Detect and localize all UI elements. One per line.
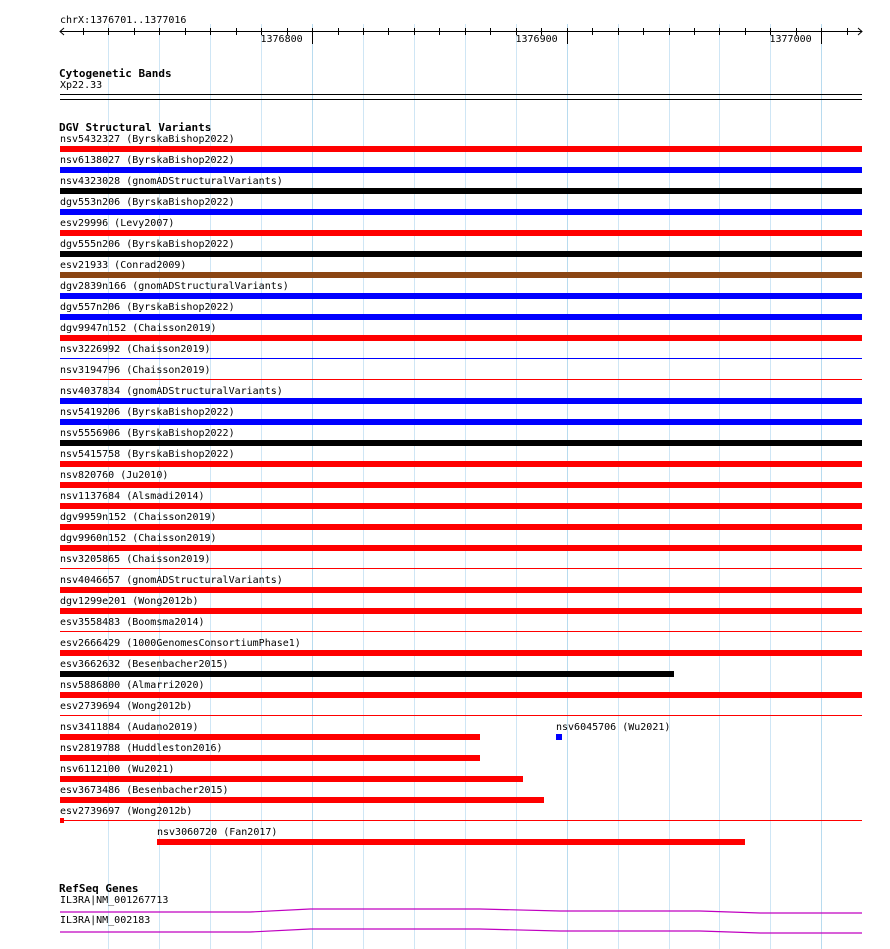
variant-bar[interactable] (60, 440, 862, 446)
variant-label[interactable]: nsv6138027 (ByrskaBishop2022) (60, 155, 235, 166)
variant-label[interactable]: nsv5432327 (ByrskaBishop2022) (60, 134, 235, 145)
variant-bar[interactable] (60, 692, 862, 698)
variant-label[interactable]: dgv555n206 (ByrskaBishop2022) (60, 239, 235, 250)
cytoband-bottom-line (60, 99, 862, 100)
gene-label[interactable]: IL3RA|NM_002183 (60, 915, 151, 926)
gene-label[interactable]: IL3RA|NM_001267713 (60, 895, 169, 906)
variant-label[interactable]: nsv4037834 (gnomADStructuralVariants) (60, 386, 283, 397)
variant-bar[interactable] (60, 209, 862, 215)
cytoband-label[interactable]: Xp22.33 (60, 80, 103, 91)
variant-label[interactable]: nsv3194796 (Chaisson2019) (60, 365, 211, 376)
variant-bar[interactable] (60, 358, 862, 359)
variant-label[interactable]: dgv9947n152 (Chaisson2019) (60, 323, 217, 334)
variant-label[interactable]: nsv4323028 (gnomADStructuralVariants) (60, 176, 283, 187)
variant-label[interactable]: dgv9959n152 (Chaisson2019) (60, 512, 217, 523)
variant-bar[interactable] (60, 188, 862, 194)
variant-bar[interactable] (60, 146, 862, 152)
variant-bar[interactable] (60, 776, 523, 782)
ruler-tick-label: 1376800 (260, 34, 303, 45)
variant-bar[interactable] (60, 398, 862, 404)
variant-label[interactable]: nsv3411884 (Audano2019) (60, 722, 199, 733)
cytoband-top-line (60, 94, 862, 95)
variant-bar[interactable] (60, 755, 480, 761)
variant-bar[interactable] (60, 650, 862, 656)
variant-bar[interactable] (60, 631, 862, 632)
variant-bar[interactable] (60, 797, 544, 803)
variant-bar[interactable] (60, 272, 862, 278)
variant-bar[interactable] (60, 503, 862, 509)
variant-label[interactable]: nsv5419206 (ByrskaBishop2022) (60, 407, 235, 418)
variant-bar[interactable] (60, 335, 862, 341)
variant-label[interactable]: nsv3060720 (Fan2017) (157, 827, 278, 838)
gene-intron-line (60, 929, 862, 933)
variant-label[interactable]: nsv5556906 (ByrskaBishop2022) (60, 428, 235, 439)
variant-bar[interactable] (60, 251, 862, 257)
variant-label[interactable]: esv3558483 (Boomsma2014) (60, 617, 205, 628)
variant-bar[interactable] (60, 293, 862, 299)
ruler-location: chrX:1376701..1377016 (60, 15, 187, 26)
variant-bar[interactable] (60, 379, 862, 380)
variant-label[interactable]: esv2739697 (Wong2012b) (60, 806, 193, 817)
variant-bar[interactable] (60, 568, 862, 569)
variant-label[interactable]: nsv2819788 (Huddleston2016) (60, 743, 223, 754)
variant-label[interactable]: dgv1299e201 (Wong2012b) (60, 596, 199, 607)
variant-bar[interactable] (157, 839, 745, 845)
variant-bar[interactable] (60, 482, 862, 488)
variant-label[interactable]: nsv4046657 (gnomADStructuralVariants) (60, 575, 283, 586)
ruler-tick-label: 1377000 (769, 34, 812, 45)
variant-bar[interactable] (60, 524, 862, 530)
variant-label[interactable]: nsv1137684 (Alsmadi2014) (60, 491, 205, 502)
variant-bar[interactable] (60, 230, 862, 236)
variant-bar[interactable] (556, 734, 562, 740)
variant-label[interactable]: nsv6112100 (Wu2021) (60, 764, 175, 775)
variant-label[interactable]: nsv5886800 (Almarri2020) (60, 680, 205, 691)
variant-bar[interactable] (60, 314, 862, 320)
variant-label[interactable]: esv3662632 (Besenbacher2015) (60, 659, 229, 670)
variant-label[interactable]: esv3673486 (Besenbacher2015) (60, 785, 229, 796)
variant-bar[interactable] (60, 587, 862, 593)
ruler-left-arrow (60, 28, 64, 35)
variant-label[interactable]: nsv820760 (Ju2010) (60, 470, 169, 481)
variant-label[interactable]: esv2739694 (Wong2012b) (60, 701, 193, 712)
variant-bar[interactable] (60, 167, 862, 173)
variant-bar[interactable] (60, 461, 862, 467)
variant-label[interactable]: nsv5415758 (ByrskaBishop2022) (60, 449, 235, 460)
variant-label[interactable]: dgv2839n166 (gnomADStructuralVariants) (60, 281, 289, 292)
variant-label[interactable]: esv29996 (Levy2007) (60, 218, 175, 229)
variant-bar[interactable] (60, 545, 862, 551)
variant-label[interactable]: dgv557n206 (ByrskaBishop2022) (60, 302, 235, 313)
variant-bar[interactable] (60, 608, 862, 614)
variant-label[interactable]: esv2666429 (1000GenomesConsortiumPhase1) (60, 638, 301, 649)
variant-marker[interactable] (60, 818, 64, 823)
ruler-tick-label: 1376900 (515, 34, 558, 45)
variant-bar[interactable] (60, 820, 862, 821)
variant-label[interactable]: nsv3226992 (Chaisson2019) (60, 344, 211, 355)
dgv-track-title: DGV Structural Variants (59, 121, 212, 134)
refseq-track-title: RefSeq Genes (59, 882, 139, 895)
variant-label[interactable]: nsv6045706 (Wu2021) (556, 722, 671, 733)
gene-intron-line (60, 909, 862, 913)
ruler-right-arrow (858, 28, 862, 35)
cytoband-track-title: Cytogenetic Bands (59, 67, 172, 80)
variant-label[interactable]: esv21933 (Conrad2009) (60, 260, 187, 271)
variant-bar[interactable] (60, 715, 862, 716)
variant-bar[interactable] (60, 734, 480, 740)
variant-label[interactable]: nsv3205865 (Chaisson2019) (60, 554, 211, 565)
variant-label[interactable]: dgv9960n152 (Chaisson2019) (60, 533, 217, 544)
variant-label[interactable]: dgv553n206 (ByrskaBishop2022) (60, 197, 235, 208)
variant-bar[interactable] (60, 419, 862, 425)
variant-bar[interactable] (60, 671, 674, 677)
